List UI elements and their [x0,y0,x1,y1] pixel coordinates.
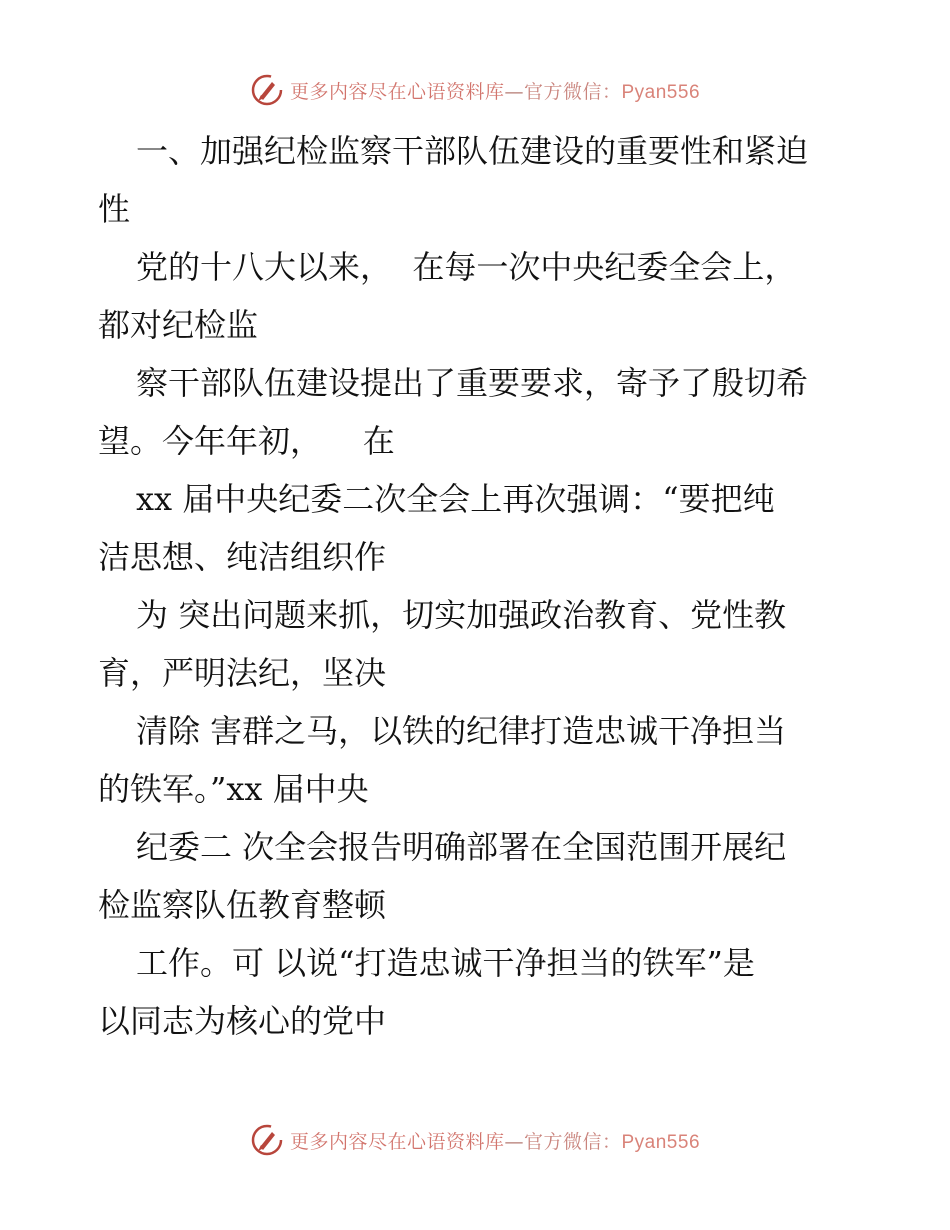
body-line: 检监察队伍教育整顿 [98,886,387,924]
footer-banner-wechat-label: 官方微信： [523,1130,622,1153]
body-line: 党的十八大以来， 在每一次中央纪委全会上， [136,248,797,286]
footer-banner-title: 更多内容尽在心语资料库 [289,1130,505,1153]
footer-banner-text [290,1127,700,1154]
body-line: 性 [98,190,131,228]
pen-nib-logo-icon [250,1123,284,1157]
body-line: xx 届中央纪委二次全会上再次强调：“要把纯 [136,480,775,518]
body-line: 的铁军。”xx 届中央 [98,770,369,808]
body-line: 以同志为核心的党中 [98,1002,387,1040]
body-line: 察干部队伍建设提出了重要要求，寄予了殷切希 [136,364,809,402]
header-watermark-banner [0,70,950,110]
footer-banner-wechat-id: Pyan556 [621,1131,701,1153]
pen-nib-logo-icon [250,73,284,107]
body-line: 一、加强纪检监察干部队伍建设的重要性和紧迫 [136,132,809,170]
header-banner-text [290,77,700,104]
header-banner-title: 更多内容尽在心语资料库 [289,80,505,103]
header-banner-wechat-id: Pyan556 [621,81,701,103]
document-body [98,122,858,1050]
body-line: 工作。可 以说“打造忠诚干净担当的铁军”是 [136,944,755,982]
footer-banner-dash: — [504,1130,524,1153]
header-banner-wechat-label: 官方微信： [523,80,622,103]
body-line: 为 突出问题来抓，切实加强政治教育、党性教 [136,596,787,634]
header-banner-dash: — [504,80,524,103]
body-line: 育，严明法纪，坚决 [98,654,387,692]
body-line: 都对纪检监 [98,306,259,344]
body-line: 望。今年年初， 在 [98,422,395,460]
body-line: 清除 害群之马，以铁的纪律打造忠诚干净担当 [136,712,787,750]
footer-watermark-banner [0,1120,950,1160]
body-line: 洁思想、纯洁组织作 [98,538,387,576]
body-line: 纪委二 次全会报告明确部署在全国范围开展纪 [136,828,787,866]
